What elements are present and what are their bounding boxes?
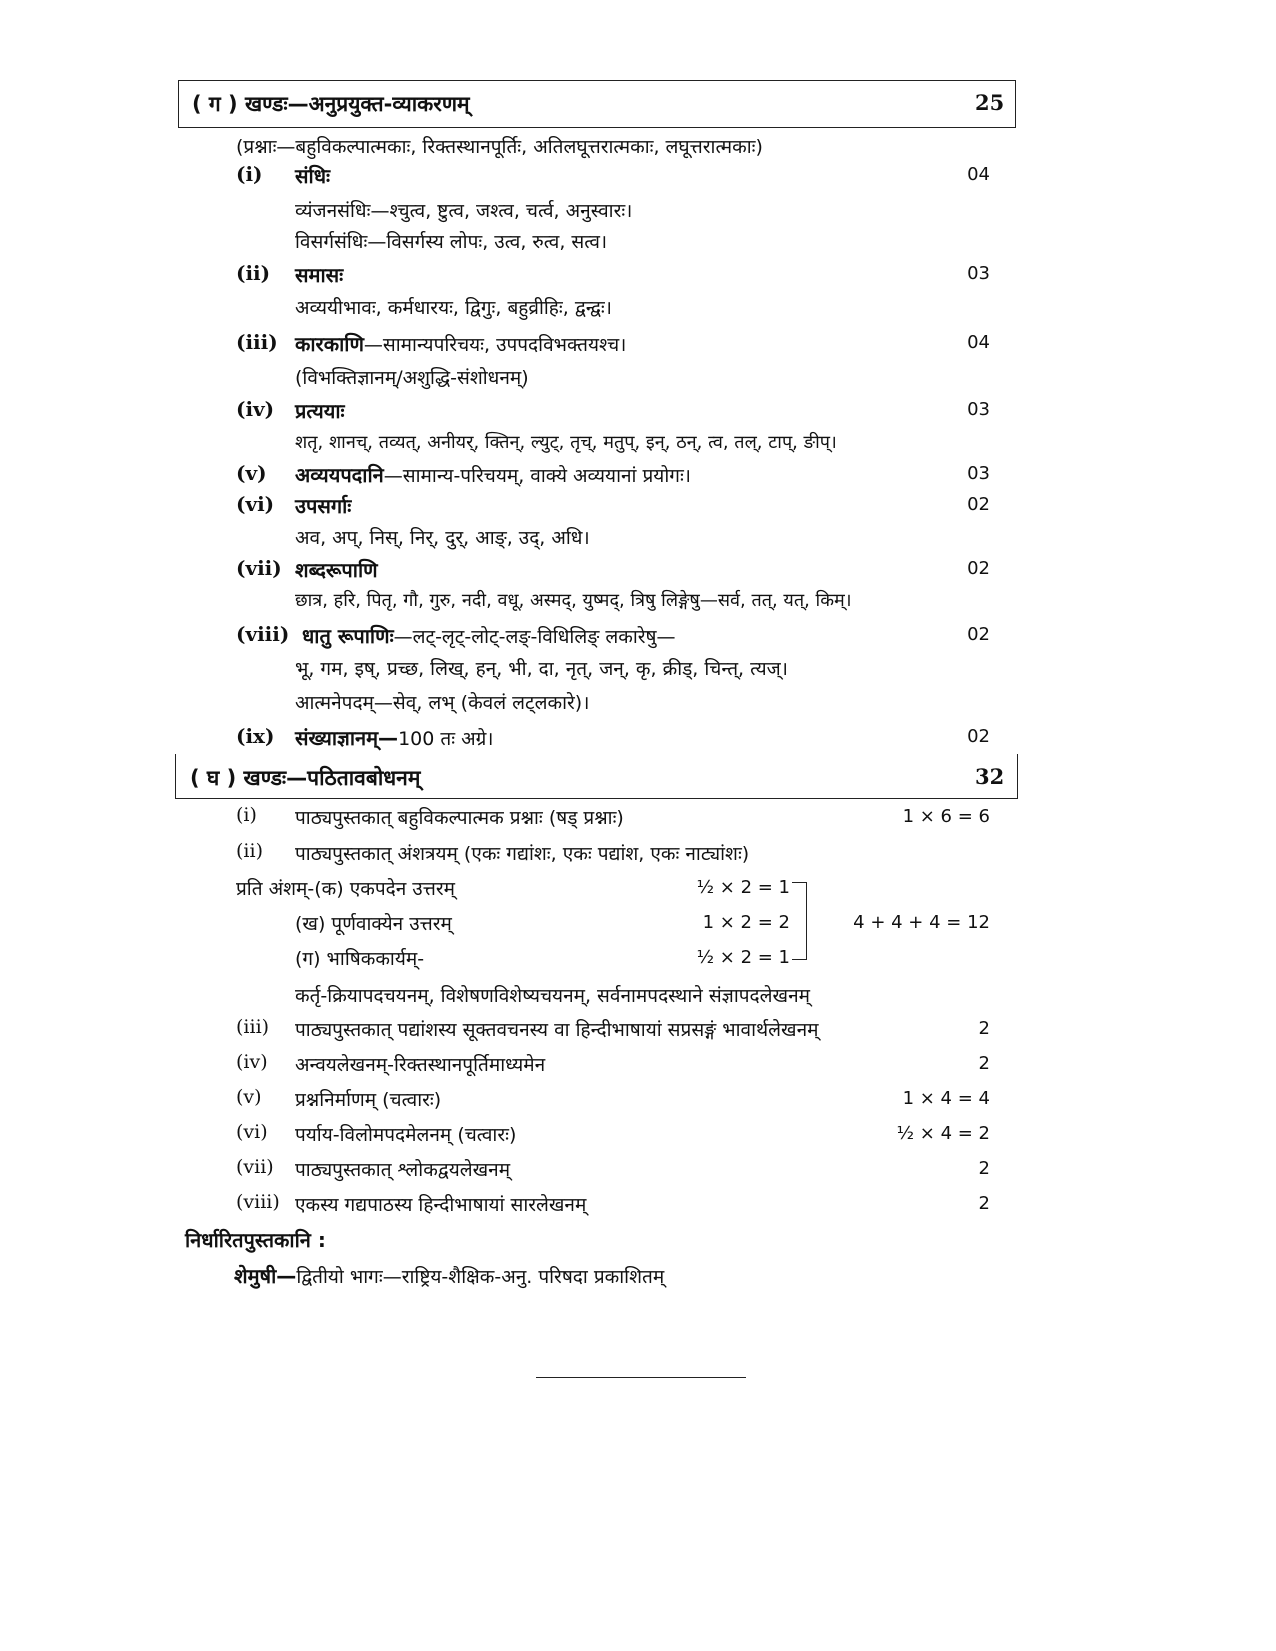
- section-g-title: ( ग ) खण्डः—अनुप्रयुक्त-व्याकरणम्: [192, 92, 470, 116]
- item-number: (viii): [236, 1191, 280, 1213]
- item-heading-line: [295, 724, 494, 751]
- item-line: शतृ, शानच्, तव्यत्, अनीयर्, क्तिन्, ल्युट्, तृच्, मतुप्, इन्, ठन्, त्व, तल्, टाप्, ङीप्।: [295, 432, 837, 453]
- item-title: शब्दरूपाणि: [295, 558, 378, 582]
- item-marks: 2: [978, 1158, 990, 1179]
- item-line: आत्मनेपदम्—सेव्, लभ् (केवलं लट्लकारे)।: [295, 692, 590, 714]
- item-marks: 1 × 4 = 4: [902, 1088, 990, 1109]
- books-line: [234, 1262, 664, 1289]
- item-marks: 2: [978, 1018, 990, 1039]
- item-line: अव्ययीभावः, कर्मधारयः, द्विगुः, बहुव्रीहिः, द्वन्द्वः।: [295, 297, 612, 319]
- item-title: धातु रूपाणिः: [302, 624, 394, 648]
- item-heading-line: [302, 622, 676, 649]
- section-g-note: (प्रश्नाः—बहुविकल्पात्मकाः, रिक्तस्थानपूर्तिः, अतिलघूत्तरात्मकाः, लघूत्तरात्मकाः): [236, 136, 763, 158]
- item-heading-line: [295, 330, 626, 357]
- item-number: (iv): [236, 397, 275, 421]
- item-title: संधिः: [295, 164, 331, 188]
- item-marks: 02: [967, 624, 990, 645]
- item-marks: ½ × 4 = 2: [896, 1123, 990, 1144]
- prati-calc: ½ × 2 = 1: [696, 947, 790, 968]
- book-title: शेमुषी—: [234, 1264, 297, 1288]
- item-number: (v): [236, 1086, 262, 1108]
- item-marks: 02: [967, 726, 990, 747]
- item-title: अव्ययपदानि: [295, 463, 384, 487]
- books-heading: निर्धारितपुस्तकानि :: [185, 1228, 326, 1252]
- prati-tasks: कर्तृ-क्रियापदचयनम्, विशेषणविशेष्यचयनम्, सर्वनामपदस्थाने संज्ञापदलेखनम्: [295, 985, 810, 1007]
- item-line: (विभक्तिज्ञानम्/अशुद्धि-संशोधनम्): [295, 367, 529, 389]
- item-number: (ix): [236, 724, 275, 748]
- end-rule: [536, 1377, 746, 1378]
- item-heading-line: [295, 461, 691, 488]
- section-gh-marks: 32: [975, 764, 1005, 789]
- prati-label: (ख) पूर्णवाक्येन उत्तरम्: [295, 913, 452, 935]
- item-number: (vi): [236, 492, 275, 516]
- item-line: भू, गम, इष्, प्रच्छ, लिख्, हन्, भी, दा, नृत्, जन्, कृ, क्रीड्, चिन्त्, त्यज्।: [295, 658, 788, 680]
- item-rest: 100 तः अग्रे।: [398, 728, 494, 750]
- item-number: (ii): [236, 840, 263, 862]
- prati-bracket: [792, 882, 807, 960]
- item-number: (ii): [236, 261, 271, 285]
- item-text: प्रश्ननिर्माणम् (चत्वारः): [295, 1089, 442, 1111]
- item-rest: —लट्-लृट्-लोट्-लङ्-विधिलिङ् लकारेषु—: [393, 626, 676, 648]
- item-marks: 1 × 6 = 6: [902, 806, 990, 827]
- item-number: (viii): [236, 622, 290, 646]
- item-line: छात्र, हरि, पितृ, गौ, गुरु, नदी, वधू, अस्मद्, युष्मद्, त्रिषु लिङ्गेषु—सर्व, तत्, यत्, किम्।: [295, 590, 852, 611]
- item-title: समासः: [295, 263, 344, 287]
- item-marks: 04: [967, 332, 990, 353]
- item-marks: 02: [967, 558, 990, 579]
- item-marks: 03: [967, 399, 990, 420]
- item-marks: 2: [978, 1053, 990, 1074]
- section-gh-title: ( घ ) खण्डः—पठितावबोधनम्: [190, 766, 421, 790]
- item-title: प्रत्ययाः: [295, 399, 345, 423]
- prati-label: (ग) भाषिककार्यम्-: [295, 948, 425, 970]
- item-rest: —सामान्यपरिचयः, उपपदविभक्तयश्च।: [363, 334, 627, 356]
- item-number: (vii): [236, 1156, 274, 1178]
- item-text: अन्वयलेखनम्-रिक्तस्थानपूर्तिमाध्यमेन: [295, 1054, 546, 1076]
- prati-total: 4 + 4 + 4 = 12: [853, 912, 990, 933]
- item-number: (vii): [236, 556, 282, 580]
- item-line: विसर्गसंधिः—विसर्गस्य लोपः, उत्व, रुत्व, सत्व।: [295, 231, 608, 253]
- item-title: संख्याज्ञानम्—: [295, 726, 399, 750]
- item-number: (i): [236, 804, 257, 826]
- item-line: अव, अप्, निस्, निर्, दुर्, आङ्, उद्, अधि।: [295, 527, 590, 549]
- item-text: पाठ्यपुस्तकात् अंशत्रयम् (एकः गद्यांशः, एकः पद्यांश, एकः नाट्यांशः): [295, 843, 750, 865]
- item-title: कारकाणि: [295, 332, 364, 356]
- prati-calc: 1 × 2 = 2: [702, 912, 790, 933]
- prati-lead: प्रति अंशम्-: [236, 878, 315, 900]
- item-line: व्यंजनसंधिः—श्चुत्व, ष्टुत्व, जश्त्व, चर्त्व, अनुस्वारः।: [295, 200, 633, 222]
- item-number: (i): [236, 162, 263, 186]
- item-number: (iii): [236, 1016, 270, 1038]
- section-g-marks: 25: [975, 90, 1005, 115]
- item-text: पाठ्यपुस्तकात् बहुविकल्पात्मक प्रश्नाः (षड् प्रश्नाः): [295, 807, 624, 829]
- book-details: द्वितीयो भागः—राष्ट्रिय-शैक्षिक-अनु. परिषदा प्रकाशितम्: [296, 1266, 665, 1288]
- item-text: एकस्य गद्यपाठस्य हिन्दीभाषायां सारलेखनम्: [295, 1194, 587, 1216]
- prati-row-1: [236, 875, 455, 901]
- item-marks: 02: [967, 494, 990, 515]
- item-title: उपसर्गाः: [295, 494, 352, 518]
- item-number: (v): [236, 461, 267, 485]
- prati-label: (क) एकपदेन उत्तरम्: [314, 878, 455, 900]
- item-number: (iii): [236, 330, 278, 354]
- item-text: पाठ्यपुस्तकात् श्लोकद्वयलेखनम्: [295, 1159, 511, 1181]
- item-marks: 03: [967, 463, 990, 484]
- item-marks: 03: [967, 263, 990, 284]
- item-marks: 2: [978, 1193, 990, 1214]
- item-number: (vi): [236, 1121, 268, 1143]
- item-text: पर्याय-विलोमपदमेलनम् (चत्वारः): [295, 1124, 517, 1146]
- item-number: (iv): [236, 1051, 268, 1073]
- item-text: पाठ्यपुस्तकात् पद्यांशस्य सूक्तवचनस्य वा हिन्दीभाषायां सप्रसङ्गं भावार्थलेखनम्: [295, 1019, 819, 1041]
- item-marks: 04: [967, 164, 990, 185]
- item-rest: —सामान्य-परिचयम्, वाक्ये अव्ययानां प्रयोगः।: [383, 465, 691, 487]
- prati-calc: ½ × 2 = 1: [696, 877, 790, 898]
